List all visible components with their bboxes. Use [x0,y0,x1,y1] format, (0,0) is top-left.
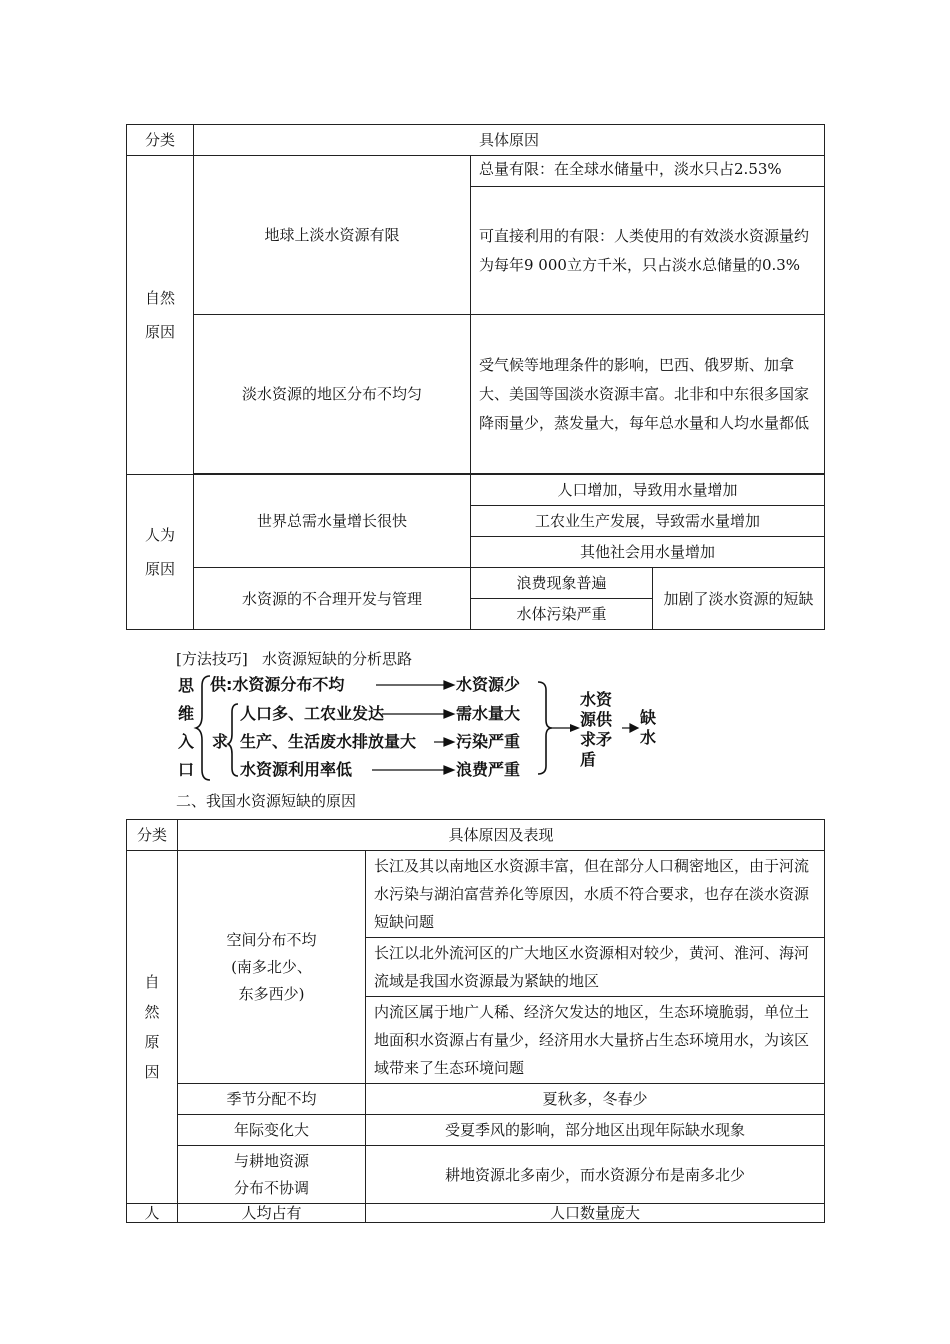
diagram-conflict: 水资源供求矛盾 [580,690,613,769]
human-detail-waste: 浪费现象普遍 [471,568,653,599]
diagram-supply: 供:水资源分布不均 [210,675,345,694]
spatial-line-1: 空间分布不均 [226,930,317,949]
natural-cause-distribution: 淡水资源的地区分布不均匀 [194,315,471,474]
t2-header-category: 分类 [127,820,178,851]
t2-spatial-north: 长江以北外流河区的广大地区水资源相对较少，黄河、淮河、海河流域是我国水资源最为紧缺的地区 [366,938,825,997]
supply-result: 水资源少 [456,675,521,694]
farmland-line-1: 与耕地资源 [233,1151,309,1170]
t2-annual-detail: 受夏季风的影响，部分地区出现年际缺水现象 [366,1115,825,1146]
method-tip [176,648,412,669]
t2-farmland-detail: 耕地资源北多南少，而水资源分布是南多北少 [366,1146,825,1204]
t2-seasonal-detail: 夏秋多，冬春少 [366,1084,825,1115]
t2-header-reasons: 具体原因及表现 [178,820,825,851]
human-effect: 加剧了淡水资源的短缺 [653,568,825,630]
human-detail-industry: 工农业生产发展，导致需水量增加 [471,506,825,537]
section2-title: 二、我国水资源短缺的原因 [176,792,357,810]
natural-category: 自然原因 [127,156,194,475]
method-title: 水资源短缺的分析思路 [262,650,413,668]
supply-item: 水资源分布不均 [232,675,345,694]
demand-item-3: 水资源利用率低 [240,760,353,779]
human-detail-population: 人口增加，导致用水量增加 [471,475,825,506]
demand-result-1: 需水量大 [456,704,521,723]
t2-spatial-inland: 内流区属于地广人稀、经济欠发达的地区，生态环境脆弱，单位土地面积水资源占有量少，经济用水大量挤占生态环境用水，为该区域带来了生态环境问题 [366,997,825,1084]
header-reasons: 具体原因 [194,125,825,156]
human-cause-management: 水资源的不合理开发与管理 [194,568,471,630]
t2-farmland-cause [178,1146,366,1204]
human-detail-pollution: 水体污染严重 [471,599,653,630]
demand-result-2: 污染严重 [456,732,521,751]
natural-detail-total: 总量有限：在全球水储量中，淡水只占2.53% [471,156,825,187]
human-detail-social: 其他社会用水量增加 [471,537,825,568]
world-water-shortage-table [126,124,825,630]
t2-natural-category: 自然原因 [127,851,178,1204]
analysis-diagram [176,672,676,784]
t2-human-detail: 人口数量庞大 [366,1204,825,1223]
demand-result-3: 浪费严重 [456,760,521,779]
diagram-final: 缺水 [640,708,657,747]
human-category: 人为原因 [127,475,194,630]
method-label: [方法技巧] [176,650,248,668]
natural-cause-limited: 地球上淡水资源有限 [194,156,471,315]
natural-detail-usable: 可直接利用的有限：人类使用的有效淡水资源量约为每年9 000立方千米，只占淡水总储量的0.3% [471,187,825,315]
natural-detail-distribution: 受气候等地理条件的影响，巴西、俄罗斯、加拿大、美国等国淡水资源丰富。北非和中东很多国家降雨量少，蒸发量大，每年总水量和人均水量都低 [471,315,825,474]
farmland-line-2: 分布不协调 [233,1178,309,1197]
header-category: 分类 [127,125,194,156]
demand-item-1: 人口多、工农业发达 [240,704,385,723]
t2-human-cause: 人均占有 [178,1204,366,1223]
human-cause-demand: 世界总需水量增长很快 [194,475,471,568]
diagram-demand: 求 [212,732,229,751]
t2-spatial-south: 长江及其以南地区水资源丰富，但在部分人口稠密地区，由于河流水污染与湖泊富营养化等原因，水质不符合要求，也存在淡水资源短缺问题 [366,851,825,938]
diagram-entry: 思维入口 [178,676,195,779]
t2-spatial-cause [178,851,366,1084]
spatial-line-3: 东多西少) [238,984,305,1003]
spatial-line-2: (南多北少、 [231,957,312,976]
t2-human-category: 人 [127,1204,178,1223]
china-water-shortage-table [126,819,825,1223]
demand-item-2: 生产、生活废水排放量大 [240,732,417,751]
t2-annual-cause: 年际变化大 [178,1115,366,1146]
t2-seasonal-cause: 季节分配不均 [178,1084,366,1115]
